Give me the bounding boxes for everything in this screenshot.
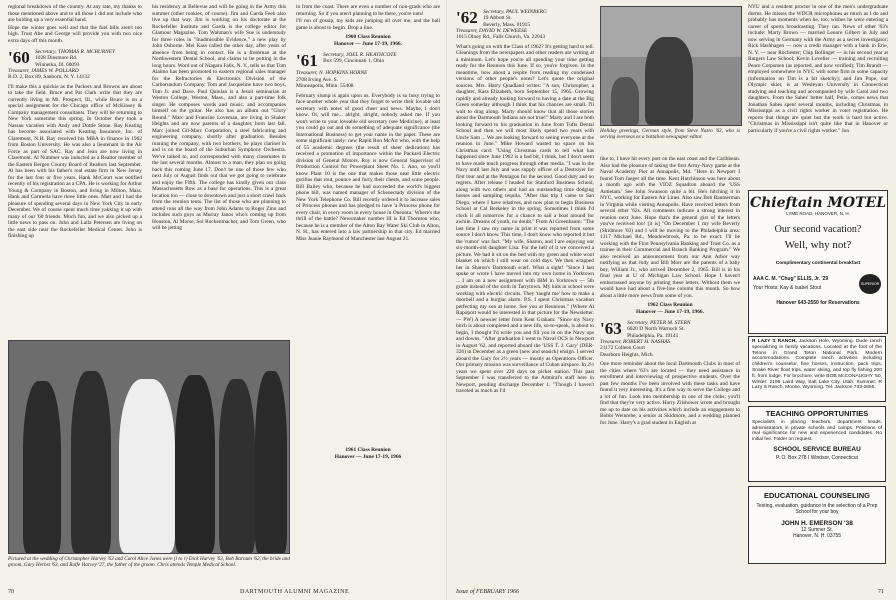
motel-name: Chieftain MOTEL	[749, 195, 887, 211]
counseling-address: 12 Sumner St.	[801, 527, 833, 533]
reunion-title: 1960 Class Reunion	[345, 34, 391, 40]
superior-badge: SUPERIOR	[859, 274, 881, 294]
teaching-body: Specialists in placing teachers, department heads, administrators in private schools and camps. Positions of real significance for new and experienced candidates. No initial fee. Folder on request.	[752, 420, 882, 442]
treasurer: Treasurer, ROBERT H. NASHAS	[600, 338, 671, 345]
address: Philadelphia, Pa. 19141	[627, 332, 679, 339]
bride-figure	[119, 379, 175, 553]
paragraph: I'll run of gossip, my kids are jumping all over me, and the ball game is about to begin. Drop a line.	[296, 18, 440, 31]
class-officers	[627, 320, 690, 339]
teaching-title: TEACHING OPPORTUNITIES	[765, 409, 869, 418]
secretary: Secretary, THOMAS R. MCBURNEY	[35, 49, 115, 55]
photo-caption: Pictured at the wedding of Christopher Harvey '63 and Carol Alice Jones were (l to r) Dick Harvey '63, Bob Barnum '62, the bride and groom, Gary Herbst '63, and Rolfe Harvey '27, the father of the groom. Chris attends Temple Medical School.	[8, 556, 290, 569]
counseling-body: Testing, evaluation, guidance in the selection of a Prep School for your boy	[756, 503, 878, 515]
paragraph: One more reminder about the local Dartmouth Clubs in most of the cities where '63's are located — they need assistance in enrollment and interviewing of prospective students. Over the past few months I've been involved with these tasks and have found it very interesting. It's a fine way to serve the College and a lot of fun. Look into membership in one of the clubs; you'll find that they're very active. Harry Zilshower wrote and brought me up to date on his activities which include an engagement to Bobbi Weinrebe, a senior at Skidmore, and a wedding planned for June. Harry's a grad student in English at	[600, 361, 740, 426]
class-officers	[483, 9, 547, 28]
reunion-date: Hanover — June 17-19, 1966.	[636, 308, 704, 315]
treasurer: Treasurer, JAMES W. POLLARD	[8, 67, 79, 74]
person-figure	[71, 371, 111, 553]
person-figure	[219, 379, 255, 553]
secretary: Secretary, JOEL R. HEATHCOTE	[323, 52, 397, 58]
paragraph: his residency at Bellevue and will be going in the Army this summer (other rookies, of course). Jim and Garda Feeh also live up that way. Jim is working on his doctorate at the Rockefeller Institute and Garda is the college editor for Glamour Magazine. Tom Wahman's wife Sue is understudy for three roles in "Inadmissible Evidence," a new play by John Osborne. Mel Kass called the other day, after years of absence from being in contact. He is a freshman at the Northwestern Dental School, and claims to be putting in the long hours. Word out of Niagara Falls, N. Y., tells us that Tom Alaimo has been promoted to eastern regional sales manager for the Refractories & Electronics Division of the Carborundum Company. Tom and Jacqueline have two boys, Tom Jr. and Dave. Paul Quinlan is a Jesuit seminarian at Weston College, Weston, Mass., and also a part-time folk singer. He composes words and music, and accompanies himself on the guitar. He also has an album out "Glory Bound." Marc and Francine Loveman, are living in Shaker Heights and are now parents of a daughter, born last fall. Marc joined Gil-Marc Corporation, a steel fabricating and engineering company, shortly after graduation. Besides running the company, with two brothers, he plays clarinet in and is on the board of the Suburban Symphony Orchestra. We've talked to, and corresponded with many classmates in the last several months. Almost to a man, they plan on going back this coming June 17. Don't be one of those few who next July or August finds out that we got going to celebrate and enjoy the Fifth. The college has kindly given our class Massachusetts Row as a base for operations. This is a great location too — close to downtown and just a short crawl back from the reunion tents. The list of those who are planning to attend runs all the way from John Adams to Roger Zinn and includes such guys as Murray Janos who's coming up from Houston, Al Morse, Sol Rockenmacher, and Tom Green, who will be jetting	[152, 4, 286, 231]
motel-ad	[748, 190, 888, 334]
motel-aaa: AAA C. M. "Chug" ELLIS, Jr. '29	[753, 276, 829, 282]
paragraph: in from the coast. There are even a number of non-grads who are returning. So if you aren't planning to be there, you're nuts!	[296, 4, 440, 17]
class-heading-63	[600, 320, 740, 358]
paragraph: like to, I have hit every port on the east coast and the Caribbean. Also had the pleasure of taking the first Army-Navy game at the Naval Academy Pier at Annapolis, Md. "Here in Newport I found Tom Jaeger all the time. Kent Hutchinson was here about a month ago with the VIOZ Squadron aboard the 'USS Antietam.' See John Swanson quite a bit. He's hitching it in NYC, working for Eastern Air Lines. Also saw Bob Baumerman in Virginia while visiting Annapolis. Have received letters from several other '62s. All comments indicate a strong interest in reunion next June. Hope that's the general gist of the letters you've received too! [it is] "On December 1 my wife Beverly (Skidmore '63) and I will be moving to the Philadelphia area: 1317 Michael Rd., Meadowbrook, Pa. to be exact. I'll be working with the First Pennsylvania Banking and Trust Co. as a trainee in their Commercial and Branch Banking Program." We also received an announcement from our Ann Arbor way notifying us that Judy and Bill Morr are the parents of a baby boy, William Jr., who arrived December 2, 1965. Bill is in his final year at U of Michigan Law School. Hope I haven't embarrassed anyone by printing these letters. Without them we would have had about a five-line column this month. So how about a little more news from some of you.	[600, 156, 740, 299]
running-footer: DARTMOUTH ALUMNI MAGAZINE	[240, 589, 350, 595]
motel-hosts: Your Hosts: Kay & Isabel Stout	[753, 285, 822, 291]
address: 1615 Olney Rd., Falls Church, Va. 22043	[456, 34, 546, 41]
motel-hosts-row	[749, 274, 887, 296]
column-3-end	[296, 444, 440, 564]
address: 2708 Irving Ave. S.	[296, 76, 338, 83]
groom-figure	[175, 375, 215, 553]
class-officers	[323, 52, 397, 65]
reunion-notice	[296, 34, 440, 47]
issue-footer: Issue of FEBRUARY 1966	[456, 589, 520, 595]
class-year: '60	[8, 49, 30, 67]
motel-line3: Complimentary continental breakfast	[775, 261, 861, 266]
address: R.D. 2, Box 89, Sanborn, N. Y. 14132	[8, 74, 90, 81]
class-officers	[35, 49, 115, 68]
class-heading-61	[296, 52, 440, 90]
class-heading-60	[8, 49, 142, 81]
hut-figure	[611, 77, 639, 125]
page-number: 70	[8, 589, 14, 595]
motel-line2: Well, why not?	[784, 239, 852, 251]
address: Winnetka, Ill. 60093	[35, 61, 80, 68]
paragraph: What's going on with the Class of 1962? It's getting hard to tell. Gleanings from the newspapers and other readers are writing at a minimum. Let's hope you're all spending your time getting ready for the Reunion this June. If so, you're forgiven. In the meantime, how about a respite from reading my condensed versions of other people's notes? Let's quote the original sources. Mrs. Harry Quadland writes: "A son, Christopher, a daughter, Kara Elizabeth, born September 15, 1965. Growing rapidly and already looking forward to having a date at the Big Green someday although I think that his chances are small. I'll wait to drag along. Marty should know that all those stories about the Dartmouth Indians are not true!" Marty and I are both looking forward to his graduation in June from Tufts Dental School and then we will most likely spend two years with Uncle Sam ... We are looking forward to seeing everyone at the reunion in June." Mike Howard wasted no space on his Christmas card: "Using Christmas cards to tell what has happened since June 1962 is a bad bit, I think, but I don't seem to have made much progress through other media. "I was in the Navy until last July and was supply officer of a Destroyer for first tour and at the Pentagon for the second. Good duty and no regrets. After release I headed for Stanford Business School, along with two others and had an outstanding time dodging horses and sampling tequila. "After that trip I came to San Diego, where I have relatives, and now plan to begin Business School at Cal Berkeley in the spring. Sometimes I think I'd clock it all tomorrow for a chance to sail a boat around for awhile. Dreams of youth, no doubt." From Al Greenbaum: "The last time I saw my name in print it was reported from some source I don't know. This time, I don't know who reported it but the 'rumor' was fact. "My wife, Sharon, and I are enjoying our six-month-old daughter Lisa. For the hell of it we conceived a picture. We had it sit on the bed with my green and white wool blanket on which I still wear on cold days. We then wrapped her in Sharon's Dartmouth scarf. What a sight! "Since I last spoke or wrote I have moved into my own home in Yorktown ... I am on a new assignment with IBM in Yorktown — 5th grade instead of the sixth in Tarrytown. My kids in school were working with electric circuits. They 'taught me' how to make a doorbell and a burglar alarm. P.S. I spent Christmas vacation perfecting my son at home. See you at Reunions." (Where Al Rapoport would be interested in that picture for the Newsletter. — PW) A newsier letter from Kent Graham: "Since my Navy hitch is about completed and a new life, so-to-speak, is about to begin, I thought I'd write you and fill you in on the Navy ups and downs. "After graduation I went to Naval OCS in Newport in August '62, and reported aboard the 'USS T. J. Gary' (DER-326) in December as a green (new and seasick) ensign. I served aboard the Gary for 2½ years — mostly as Operations Officer. Our primary mission was surveillance of Cuban airspace. In 2½ years we spent over 220 days on picket station. This past September I was transferred to the Admiral's staff here in Newport, pending discharge December 1. "Though I haven't traveled as much as I'd	[456, 43, 594, 395]
class-heading-62	[456, 9, 594, 41]
address: Box 599, Cincinnati 1, Ohio	[323, 58, 385, 65]
address: 19 Abbott St.	[483, 15, 512, 22]
counseling-title: EDUCATIONAL COUNSELING	[764, 491, 870, 500]
person-figure	[645, 37, 693, 125]
paragraph: Hope the winter goes well and that the fuel bills aren't too high. Trust Abe and George will provide you with two nice extra days off this month.	[8, 24, 142, 44]
reunion-notice	[600, 302, 740, 315]
treasurer: Treasurer, DAVID W. DEWEESE	[456, 27, 528, 34]
teaching-ad	[748, 406, 886, 482]
motel-line1: Our second vacation?	[774, 224, 862, 235]
paragraph: regional breakdown of the country. At any rate, my thanks to those mentioned above and to all those I did not include who are holding up a very essential hand.	[8, 4, 142, 23]
column-3	[748, 4, 888, 184]
address: Minneapolis, Minn. 55408	[296, 83, 354, 89]
class-year: '63	[600, 320, 622, 338]
ranch-title: R LAZY S RANCH,	[752, 339, 797, 344]
right-page	[448, 0, 896, 600]
wedding-photo	[8, 340, 290, 554]
ranch-ad	[748, 336, 886, 402]
paragraph: I'll make this a quickie as the Packers and Browns are about to take the field. Bruce and Pat Clark write that they are currently living in Mt. Prospect, Ill., while Bruce is on a special assignment for the Chicago office of McKinsey & Company management consultants. They will be returning to New York sometime this spring. In October they took a Nassau vacation with Andy and Dottie Stone. Ray Keating has become associated with Keating Insurance, Inc. of Claremont, N.H. Ray received his MBA in finance in 1962 from Boston University. He was also a lieutenant in the Air Force as part of SAC. Ray and Jean are now living in Claremont. Al Nummer was inducted as a Realtor member of the Eastern Bergen County Board of Realtors last September. Al has been with his father's real estate firm in New Jersey for the last four or five years. Hank McCourt was notified recently of his registration as a CPA. He is working for Arthur Young & Company in Boston, and living in Milton, Mass. Hank and Carmella have three little ones. Matt and I had the pleasure of spending several days in New York City in early December. We of course spent much time yakking it up with many of our '60 friends. Much fun, and we also picked up a little news to pass on. John and Lalla Petersen are living on the east side near the Rockefeller Medical Center. John is finishing up	[8, 83, 142, 240]
counseling-name: JOHN H. EMERSON '38	[781, 520, 853, 527]
column-2	[600, 156, 740, 568]
motel-phone: Hanover 643-2550 for Reservations	[776, 300, 860, 306]
teaching-address: P. O. Box 278 I Windsor, Connecticut	[776, 455, 858, 462]
teaching-name: SCHOOL SERVICE BUREAU	[773, 446, 861, 454]
person-figure	[255, 371, 287, 553]
counseling-address: Hanover, N. H. 03755	[792, 533, 842, 539]
secretary: Secretary, PETER M. STERN	[627, 320, 691, 326]
photo-caption: Holiday greetings, German style, from Steve Nazro '63, who is serving overseas as a battalion newspaper editor.	[600, 128, 740, 141]
class-year: '62	[456, 9, 478, 27]
address: 21172 Colleen Court	[600, 345, 646, 352]
person-figure	[23, 381, 61, 553]
column-2	[152, 4, 286, 374]
column-1	[456, 4, 594, 574]
reunion-title: 1961 Class Reunion	[345, 447, 391, 453]
class-year: '61	[296, 52, 318, 70]
counseling-ad	[748, 486, 886, 564]
ranch-body: Jackson Hole, Wyoming. Dude ranch specializing in family vacations. Located at the foot of the Tetons in Grand Teton National Park. Modern accommodations. Complete ranch activities including children's counselor, fine horses, instruction, pack trips, Snake River float trips, water skiing, and top fly fishing 200 ft. from lodge. For brochure, write BOB McCONAUGHY '50, Winter: 2195 Laird Way, Salt Lake City, Utah. Summer: R Lazy S Ranch, Moose, Wyoming. Tel. Jackson 733-2655.	[752, 339, 883, 391]
reunion-title: 1962 Class Reunion	[647, 302, 693, 308]
secretary: Secretary, PAUL WEINBERG	[483, 9, 547, 15]
address: Dearborn Heights, Mich.	[600, 351, 654, 358]
motel-address: LYME ROAD, HANOVER, N. H.	[786, 211, 850, 216]
page-number: 71	[878, 589, 884, 595]
treasurer: Treasurer, N. HOPKINS HORNE	[296, 70, 368, 76]
reunion-notice	[296, 447, 440, 460]
address: 1028 Dinsmore Rd.	[35, 55, 78, 62]
paragraph: February slump is again upon us. Everybody is so busy trying to face another whole year that they forget to write their lovable old secretary with notes of good cheer and news. Maybe, I don't know. Or, will me... alright, alright, nobody asked me. If you won't write to your loveable old secretary (see Medicine), at least you could go out and do something of adequate significance (the International Business) to get your name in the paper. These are some significant lately: new Rapid Ron McArt who, with the help of 55 academic degrees (the result of sheer dedication) has received a promotion of importance within the Packard Electric division of General Motors. Roy is now General Supervisor of Production Control for Powerplant Sheet No. 1. Ann, so you'll know Plant 10 is the one that makes those neat little electric gorillas that rout, pounce and furry their chests, and scare people. Bill Bailey who, because he had succeeded the world's biggest phone bill, was named manager of Schenectady division of the New York Telephone Co. Bill recently ordered it to increase sales of Princess phones and has pledged to have 'a Princess phone for every chair, in every room in every house in Oneonta.' Where's the thrill of the battle? Newsmaker number III is Ed Thornton who, because he is a member of the Alton Bay Water Ski Club in Alton, N. H., has entered into a law partnership in that city. Ed married Miss Jeanie Raymond of Manchester last August 21.	[296, 92, 440, 242]
address: 6020 D North Warnock St.	[627, 326, 685, 333]
reunion-date: Hanover — June 17-19, 1966	[334, 453, 402, 460]
paragraph: NYU and a resident proctor in one of the men's undergraduate dorms. He misses the WDCR microphones as much as I do and probably has moments when he, too, wishes he were entering a career of sports broadcasting. They ran. News of other '63's include: Marty Brown — married Lenore Gilbert in July and now serving in Germany with the Army as a secret investigator; Rick Hashhagen — now a credit manager with a bank in Erie, N. Y. — near Rochester; Chip Bollinger — in his second year at Rutgers Law School; Kevin Lovelier — training and recruiting Peace Corpsmen (as reported, and now verified); Tim Brandt — employed somewhere in NYC with some firm in some capacity (information on Tim is a bit sketchy); and Jim Pope, our Olympic skier, is at Wesleyan University in Connecticut studying and teaching and accompanied by wife Carol and two daughters. From the Sabes' better half, Petie, comes news that Jonathan Sabes spent several months, including Christmas, in Mississippi as a civil rights worker in voter registration. He reports that things are quiet but the work is hard but active. "Christmas in Mississippi isn't quite like that in Hanover or particularly if you're a civil rights worker." Jon	[748, 4, 888, 134]
reunion-date: Hanover — June 17-19, 1966.	[334, 40, 402, 47]
address: Beverly, Mass. 01915	[483, 21, 531, 28]
holiday-photo	[600, 6, 742, 126]
